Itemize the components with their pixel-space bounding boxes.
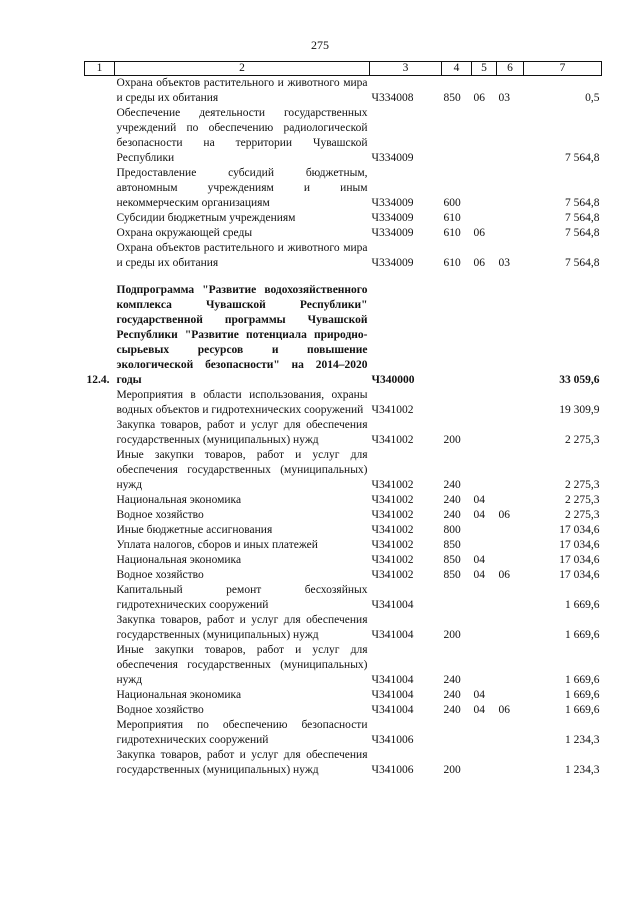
row-expense-type: 600: [443, 197, 461, 209]
table-body: [85, 76, 602, 779]
row-name: Уплата налогов, сборов и иных платежей: [116, 539, 318, 551]
row-number: [85, 388, 115, 418]
row-number: [85, 508, 115, 523]
row-amount: 1 669,6: [565, 629, 600, 641]
row-name: Закупка товаров, работ и услуг для обеспечения государственных (муниципальных) нужд: [116, 614, 368, 641]
row-expense-type: [442, 106, 472, 166]
row-number: [85, 538, 115, 553]
row-name: Водное хозяйство: [116, 509, 204, 521]
row-amount: 7 564,8: [565, 197, 600, 209]
row-amount: 17 034,6: [559, 524, 600, 536]
row-code: Ч341004: [371, 689, 414, 701]
header-col-6: 6: [497, 62, 524, 76]
row-number: [85, 748, 115, 778]
table-row: [85, 211, 602, 226]
row-subsection: [497, 418, 524, 448]
row-code: Ч341002: [371, 524, 414, 536]
row-expense-type: 850: [443, 569, 461, 581]
header-col-3: 3: [370, 62, 442, 76]
row-expense-type: 850: [443, 539, 461, 551]
table-row: [85, 568, 602, 583]
row-code: Ч341002: [371, 539, 414, 551]
row-amount: 7 564,8: [565, 227, 600, 239]
row-expense-type: 850: [443, 92, 461, 104]
row-section: [472, 613, 497, 643]
row-subsection: [497, 211, 524, 226]
row-name: Охрана объектов растительного и животного мира и среды их обитания: [116, 77, 368, 104]
row-expense-type: 800: [443, 524, 461, 536]
row-expense-type: 240: [443, 689, 461, 701]
row-code: Ч341004: [371, 629, 414, 641]
row-number: [85, 418, 115, 448]
table-row: [85, 226, 602, 241]
row-amount: 7 564,8: [565, 152, 600, 164]
row-subsection: 03: [498, 257, 510, 269]
row-name: Капитальный ремонт бесхозяйных гидротехнических сооружений: [116, 584, 368, 611]
table-row: [85, 76, 602, 107]
row-subsection: 06: [498, 704, 510, 716]
table-row: [85, 538, 602, 553]
table-row: [85, 718, 602, 748]
row-code: Ч341002: [371, 569, 414, 581]
table-row: [85, 388, 602, 418]
row-section: 04: [473, 554, 485, 566]
row-expense-type: [442, 583, 472, 613]
row-code: Ч341006: [371, 734, 414, 746]
row-section: [472, 418, 497, 448]
row-subsection: [497, 718, 524, 748]
row-number: [85, 688, 115, 703]
table-row: [85, 748, 602, 778]
row-subsection: [497, 553, 524, 568]
table-row: [85, 106, 602, 166]
header-col-2: 2: [115, 62, 370, 76]
row-number: [85, 166, 115, 211]
row-number: [85, 568, 115, 583]
row-expense-type: [442, 718, 472, 748]
row-expense-type: 240: [443, 494, 461, 506]
row-name: Предоставление субсидий бюджетным, автономным учреждениям и иным некоммерческим организациям: [116, 167, 368, 209]
row-code: Ч341004: [371, 704, 414, 716]
row-amount: 1 669,6: [565, 674, 600, 686]
header-col-1: 1: [85, 62, 115, 76]
row-section: 04: [473, 704, 485, 716]
row-number: [85, 106, 115, 166]
row-amount: 7 564,8: [565, 212, 600, 224]
row-code: Ч341004: [371, 599, 414, 611]
row-subsection: 03: [498, 92, 510, 104]
row-amount: 1 669,6: [565, 599, 600, 611]
row-amount: 1 669,6: [565, 689, 600, 701]
row-code: Ч341002: [371, 404, 414, 416]
row-amount: 17 034,6: [559, 539, 600, 551]
row-subsection: [497, 448, 524, 493]
row-number: [85, 493, 115, 508]
table-row: [85, 583, 602, 613]
row-section: [472, 283, 497, 388]
row-section: [472, 166, 497, 211]
row-subsection: [497, 538, 524, 553]
row-amount: 2 275,3: [565, 494, 600, 506]
row-expense-type: 240: [443, 704, 461, 716]
row-number: [85, 703, 115, 718]
row-section: [472, 211, 497, 226]
row-code: Ч334009: [371, 197, 414, 209]
header-col-7: 7: [524, 62, 602, 76]
row-expense-type: 240: [443, 674, 461, 686]
row-section: [472, 523, 497, 538]
row-number: [85, 448, 115, 493]
row-name: Национальная экономика: [116, 494, 242, 506]
header-col-4: 4: [442, 62, 472, 76]
row-name: Субсидии бюджетным учреждениям: [116, 212, 296, 224]
table-row: [85, 613, 602, 643]
row-subsection: [497, 166, 524, 211]
row-subsection: [497, 688, 524, 703]
row-subsection: [497, 523, 524, 538]
row-name: Национальная экономика: [116, 689, 242, 701]
header-col-5: 5: [472, 62, 497, 76]
row-name: Водное хозяйство: [116, 569, 204, 581]
row-subsection: [497, 643, 524, 688]
row-expense-type: 610: [443, 227, 461, 239]
row-number: [85, 613, 115, 643]
row-code: Ч341004: [371, 674, 414, 686]
row-number: 12.4.: [86, 374, 110, 386]
row-spacer: [85, 271, 602, 283]
row-number: [85, 583, 115, 613]
table-row: [85, 418, 602, 448]
row-number: [85, 718, 115, 748]
row-expense-type: [442, 283, 472, 388]
row-expense-type: [442, 388, 472, 418]
row-number: [85, 523, 115, 538]
row-name: Охрана окружающей среды: [116, 227, 253, 239]
row-subsection: [497, 583, 524, 613]
row-subsection: [497, 283, 524, 388]
table-row: [85, 703, 602, 718]
table-row-subprogram: [85, 283, 602, 388]
row-section: 06: [473, 257, 485, 269]
row-name: Закупка товаров, работ и услуг для обеспечения государственных (муниципальных) нужд: [116, 749, 368, 776]
row-name: Водное хозяйство: [116, 704, 204, 716]
row-section: 06: [473, 92, 485, 104]
header-row: [85, 62, 602, 76]
row-spacer-cell: [85, 271, 602, 283]
row-number: [85, 643, 115, 688]
page-number: 275: [311, 38, 329, 52]
row-name: Иные закупки товаров, работ и услуг для обеспечения государственных (муниципальных) нужд: [116, 644, 368, 686]
table-row: [85, 166, 602, 211]
row-amount: 17 034,6: [559, 569, 600, 581]
row-name: Иные закупки товаров, работ и услуг для обеспечения государственных (муниципальных) нужд: [116, 449, 368, 491]
row-code: Ч334009: [371, 227, 414, 239]
row-expense-type: 200: [443, 764, 461, 776]
row-code: Ч340000: [371, 374, 415, 386]
row-name: Национальная экономика: [116, 554, 242, 566]
row-subsection: 06: [498, 569, 510, 581]
budget-table: [84, 61, 602, 778]
row-code: Ч341002: [371, 479, 414, 491]
row-amount: 7 564,8: [565, 257, 600, 269]
row-expense-type: 850: [443, 554, 461, 566]
row-amount: 1 669,6: [565, 704, 600, 716]
table-row: [85, 688, 602, 703]
row-section: 04: [473, 494, 485, 506]
table-row: [85, 523, 602, 538]
row-section: [472, 538, 497, 553]
row-section: [472, 718, 497, 748]
row-amount: 17 034,6: [559, 554, 600, 566]
row-expense-type: 200: [443, 629, 461, 641]
row-amount: 2 275,3: [565, 509, 600, 521]
row-subsection: 06: [498, 509, 510, 521]
row-name: Закупка товаров, работ и услуг для обеспечения государственных (муниципальных) нужд: [116, 419, 368, 446]
row-section: 04: [473, 689, 485, 701]
table-row: [85, 241, 602, 271]
row-subsection: [497, 106, 524, 166]
row-expense-type: 240: [443, 479, 461, 491]
row-name: Обеспечение деятельности государственных учреждений по обеспечению радиологической безопасности на территории Чувашской Республики: [116, 107, 368, 164]
row-number: [85, 226, 115, 241]
row-code: Ч341002: [371, 494, 414, 506]
row-code: Ч334009: [371, 212, 414, 224]
row-amount: 2 275,3: [565, 434, 600, 446]
table-header: [85, 62, 602, 76]
row-amount: 2 275,3: [565, 479, 600, 491]
row-name: Подпрограмма "Развитие водохозяйственного комплекса Чувашской Республики" государственной программы Чувашской Республики "Развитие потенциала природно-сырьевых ресурсов и повышение экологической безопасности" на 2014–2020 годы: [116, 284, 368, 386]
table-row: [85, 448, 602, 493]
table-row: [85, 508, 602, 523]
row-expense-type: 200: [443, 434, 461, 446]
row-section: [472, 748, 497, 778]
table-row: [85, 643, 602, 688]
row-expense-type: 610: [443, 212, 461, 224]
table-row: [85, 493, 602, 508]
row-name: Охрана объектов растительного и животного мира и среды их обитания: [116, 242, 368, 269]
row-subsection: [497, 493, 524, 508]
row-expense-type: 240: [443, 509, 461, 521]
row-expense-type: 610: [443, 257, 461, 269]
row-subsection: [497, 748, 524, 778]
row-amount: 19 309,9: [559, 404, 600, 416]
row-section: [472, 583, 497, 613]
row-section: [472, 643, 497, 688]
row-number: [85, 241, 115, 271]
row-section: [472, 388, 497, 418]
row-section: [472, 448, 497, 493]
row-code: Ч341002: [371, 434, 414, 446]
row-number: [85, 553, 115, 568]
row-subsection: [497, 388, 524, 418]
row-code: Ч334008: [371, 92, 414, 104]
row-section: [472, 106, 497, 166]
row-amount: 1 234,3: [565, 734, 600, 746]
row-name: Иные бюджетные ассигнования: [116, 524, 273, 536]
row-amount: 1 234,3: [565, 764, 600, 776]
row-name: Мероприятия по обеспечению безопасности гидротехнических сооружений: [116, 719, 368, 746]
row-code: Ч341002: [371, 509, 414, 521]
row-name: Мероприятия в области использования, охраны водных объектов и гидротехнических сооружений: [116, 389, 368, 416]
row-subsection: [497, 613, 524, 643]
row-code: Ч341006: [371, 764, 414, 776]
row-code: Ч341002: [371, 554, 414, 566]
table-row: [85, 553, 602, 568]
row-number: [85, 211, 115, 226]
row-code: Ч334009: [371, 257, 414, 269]
row-number: [85, 76, 115, 107]
row-amount: 33 059,6: [559, 374, 600, 386]
row-code: Ч334009: [371, 152, 414, 164]
row-subsection: [497, 226, 524, 241]
row-section: 06: [473, 227, 485, 239]
row-amount: 0,5: [585, 92, 600, 104]
row-section: 04: [473, 509, 485, 521]
row-section: 04: [473, 569, 485, 581]
